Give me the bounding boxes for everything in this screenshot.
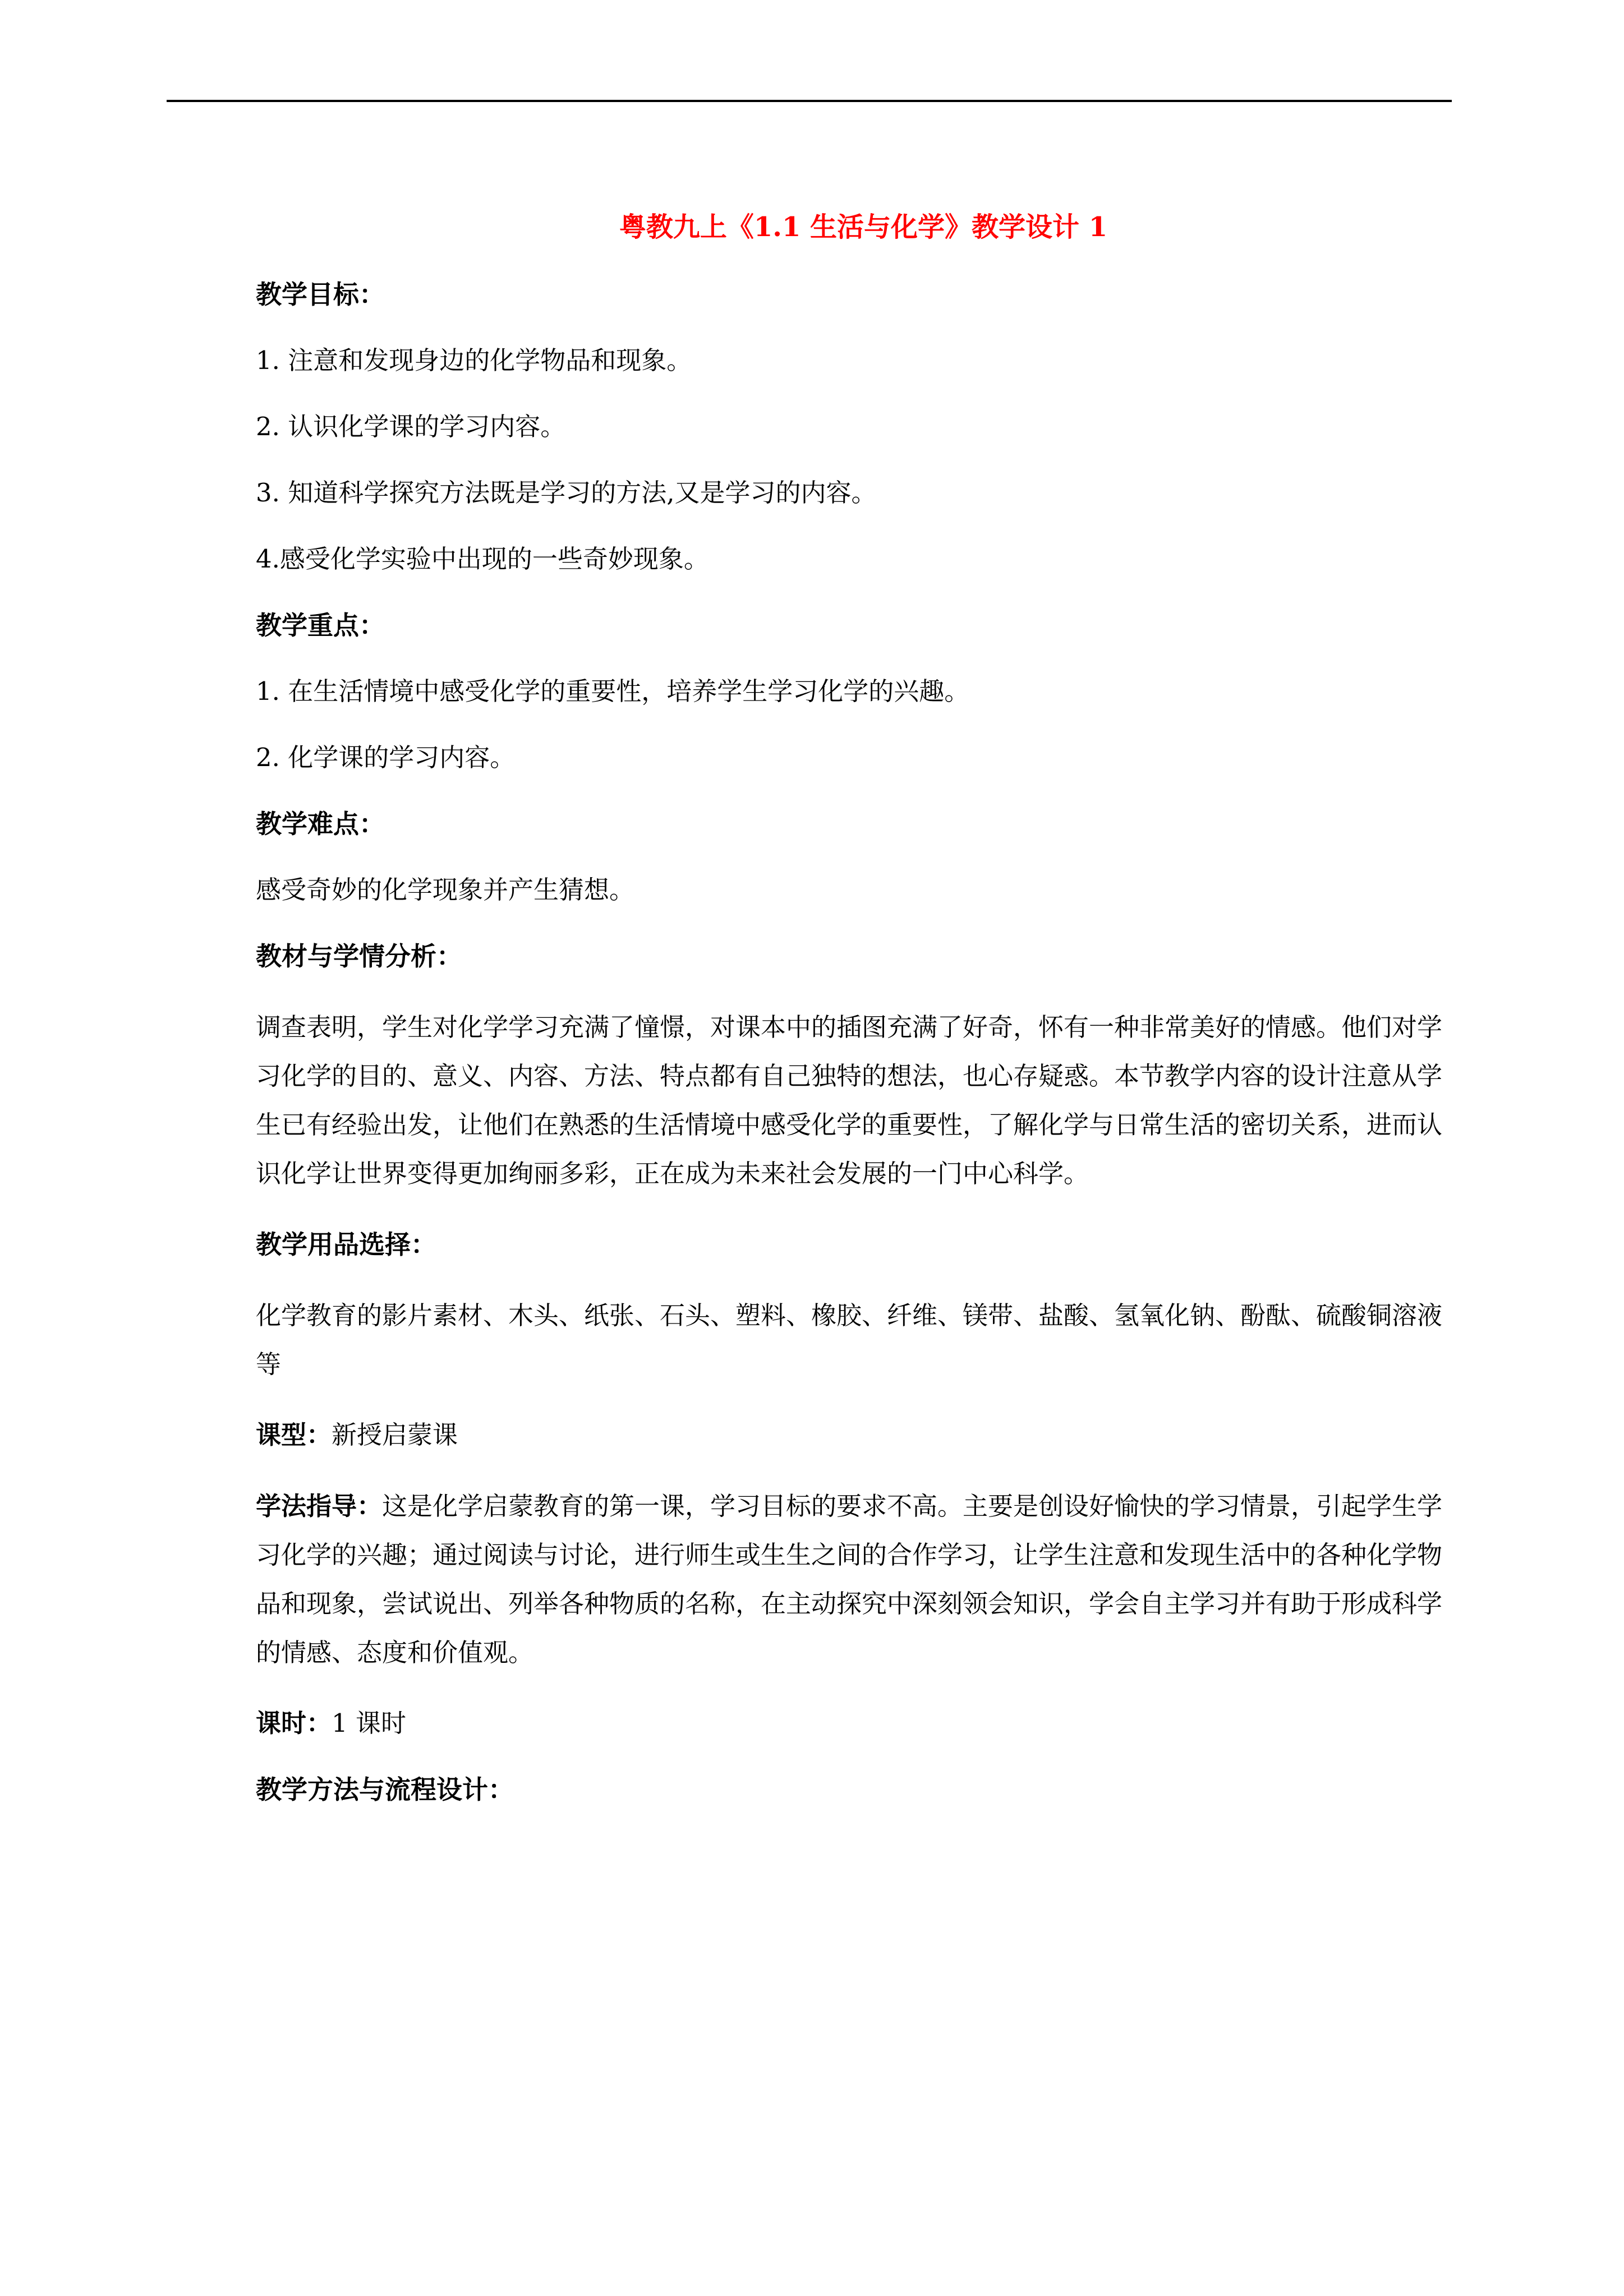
duration-line [256,1704,1448,1743]
objective-item: 3. 知道科学探究方法既是学习的方法,又是学习的内容。 [256,478,877,508]
duration-label: 课时： [256,1708,332,1738]
materials-text: 化学教育的影片素材、木头、纸张、石头、塑料、橡胶、纤维、镁带、盐酸、氢氧化钠、酚酞、硫酸铜溶液等 [256,1301,1443,1379]
lesson-type-line [256,1416,1448,1455]
key-points-heading: 教学重点： [256,610,385,640]
guidance-text: 这是化学启蒙教育的第一课，学习目标的要求不高。主要是创设好愉快的学习情景，引起学生学习化学的兴趣；通过阅读与讨论，进行师生或生生之间的合作学习，让学生注意和发现生活中的各种化学物品和现象，尝试说出、列举各种物质的名称，在主动探究中深刻领会知识，学会自主学习并有助于形成科学的情感、态度和价值观。 [256,1491,1443,1667]
duration-value: 1 课时 [332,1708,406,1738]
difficulties-heading: 教学难点： [256,809,385,839]
key-point-item: 2. 化学课的学习内容。 [256,743,516,772]
lesson-type-value: 新授启蒙课 [332,1420,458,1450]
analysis-heading: 教材与学情分析： [256,941,462,971]
header-rule [167,100,1452,102]
objective-item: 4.感受化学实验中出现的一些奇妙现象。 [256,544,709,574]
key-point-item: 1. 在生活情境中感受化学的重要性，培养学生学习化学的兴趣。 [256,676,970,706]
analysis-text: 调查表明，学生对化学学习充满了憧憬，对课本中的插图充满了好奇，怀有一种非常美好的情感。他们对学习化学的目的、意义、内容、方法、特点都有自己独特的想法，也心存疑惑。本节教学内容的设计注意从学生已有经验出发，让他们在熟悉的生活情境中感受化学的重要性，了解化学与日常生活的密切关系，进而认识化学让世界变得更加绚丽多彩，正在成为未来社会发展的一门中心科学。 [256,1012,1443,1188]
materials-heading: 教学用品选择： [256,1229,436,1260]
materials-paragraph [256,1291,1448,1389]
lesson-type-label: 课型： [256,1420,332,1450]
objective-item: 1. 注意和发现身边的化学物品和现象。 [256,345,692,375]
objective-item: 2. 认识化学课的学习内容。 [256,412,566,441]
guidance-label: 学法指导： [256,1491,383,1521]
document-body [256,208,1448,1836]
objectives-heading: 教学目标： [256,279,385,310]
analysis-paragraph [256,1003,1448,1198]
difficulties-text: 感受奇妙的化学现象并产生猜想。 [256,875,635,905]
document-title: 粤教九上《1.1 生活与化学》教学设计 1 [619,211,1108,243]
methods-heading: 教学方法与流程设计： [256,1774,514,1805]
guidance-paragraph [256,1482,1448,1677]
